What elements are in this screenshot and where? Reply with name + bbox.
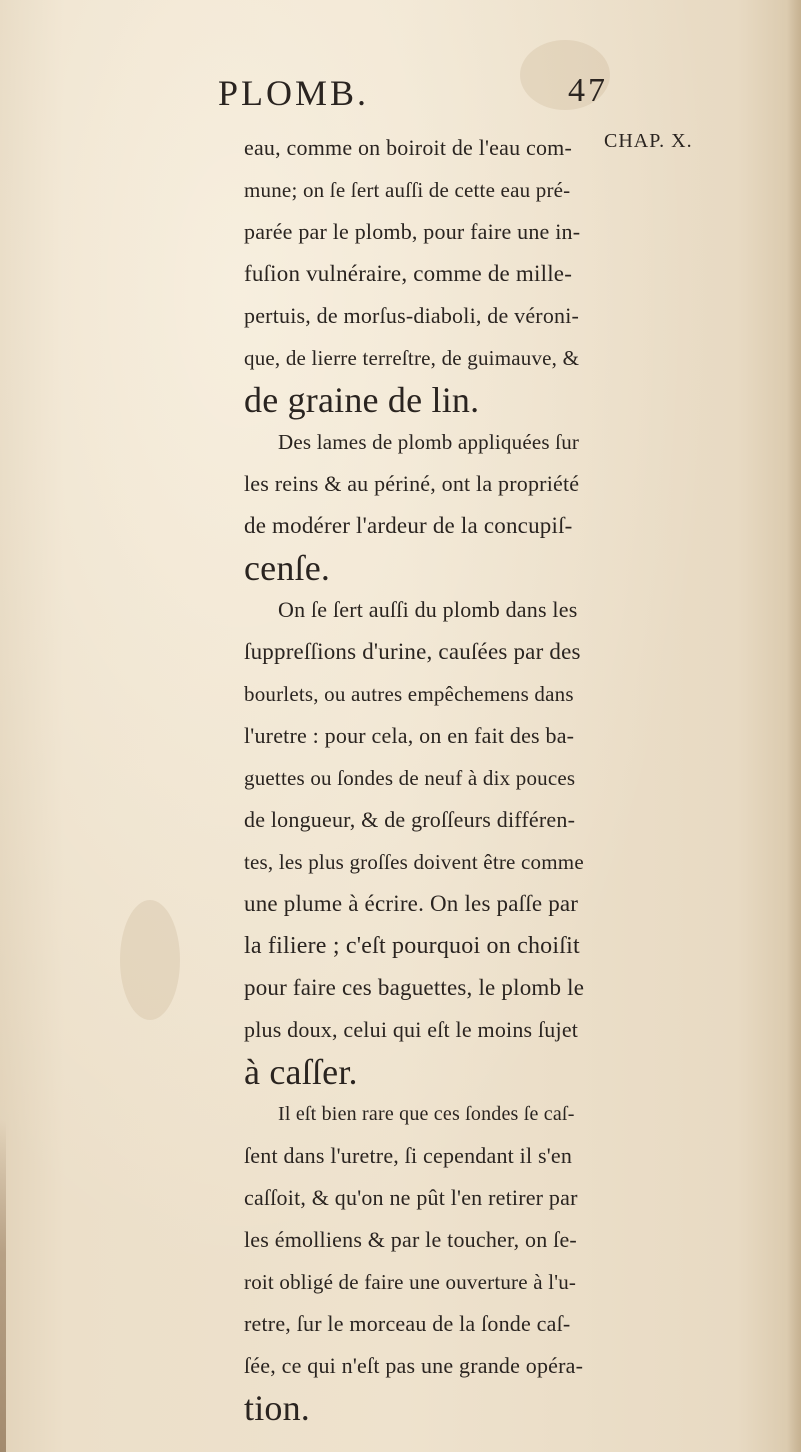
page-header: [218, 72, 608, 112]
text-line: parée par le plomb, pour faire une in-: [244, 219, 581, 244]
text-line: les émolliens & par le toucher, on ſe-: [244, 1227, 577, 1252]
text-line: l'uretre : pour cela, on en fait des ba-: [244, 723, 575, 748]
page-edge-shadow: [787, 0, 801, 1452]
text-line: pour faire ces baguettes, le plomb le: [244, 975, 585, 1000]
text-line: tes, les plus groſſes doivent être comme: [244, 850, 584, 874]
text-line: On ſe ſert auſſi du plomb dans les: [278, 597, 578, 622]
text-line: de longueur, & de groſſeurs différen-: [244, 807, 576, 832]
text-line: Il eſt bien rare que ces ſondes ſe caſ-: [278, 1103, 575, 1125]
paper-stain: [120, 900, 180, 1020]
text-line: cenſe.: [244, 548, 331, 588]
text-line: Des lames de plomb appliquées ſur: [278, 430, 580, 454]
text-line: guettes ou ſondes de neuf à dix pouces: [244, 766, 576, 790]
text-line: les reins & au périné, ont la propriété: [244, 471, 580, 496]
running-head: PLOMB.: [218, 73, 370, 113]
text-line: tion.: [244, 1388, 311, 1428]
margin-note: CHAP. X.: [604, 130, 693, 152]
text-line: que, de lierre terreſtre, de guimauve, &: [244, 346, 580, 370]
text-line: bourlets, ou autres empêchemens dans: [244, 682, 574, 706]
text-line: roit obligé de faire une ouverture à l'u-: [244, 1270, 577, 1294]
text-line: ſent dans l'uretre, ſi cependant il s'en: [244, 1143, 573, 1168]
text-line: fuſion vulnéraire, comme de mille-: [244, 261, 573, 286]
text-line: mune; on ſe ſert auſſi de cette eau pré-: [244, 178, 571, 202]
text-line: la filiere ; c'eſt pourquoi on choiſit: [244, 933, 580, 959]
page-number: 47: [568, 72, 608, 109]
text-line: caſſoit, & qu'on ne pût l'en retirer par: [244, 1185, 578, 1210]
text-line: ſuppreſſions d'urine, cauſées par des: [244, 639, 581, 664]
text-line: de modérer l'ardeur de la concupiſ-: [244, 513, 573, 538]
text-line: à caſſer.: [244, 1052, 358, 1092]
text-line: eau, comme on boiroit de l'eau com-: [244, 135, 573, 160]
text-line: de graine de lin.: [244, 380, 480, 420]
text-line: une plume à écrire. On les paſſe par: [244, 891, 579, 916]
text-line: pertuis, de morſus-diaboli, de véroni-: [244, 303, 580, 328]
text-line: retre, ſur le morceau de la ſonde caſ-: [244, 1311, 571, 1336]
page-edge-shadow: [0, 1120, 6, 1452]
text-line: ſée, ce qui n'eſt pas une grande opéra-: [244, 1353, 584, 1378]
text-line: plus doux, celui qui eſt le moins ſujet: [244, 1017, 579, 1042]
